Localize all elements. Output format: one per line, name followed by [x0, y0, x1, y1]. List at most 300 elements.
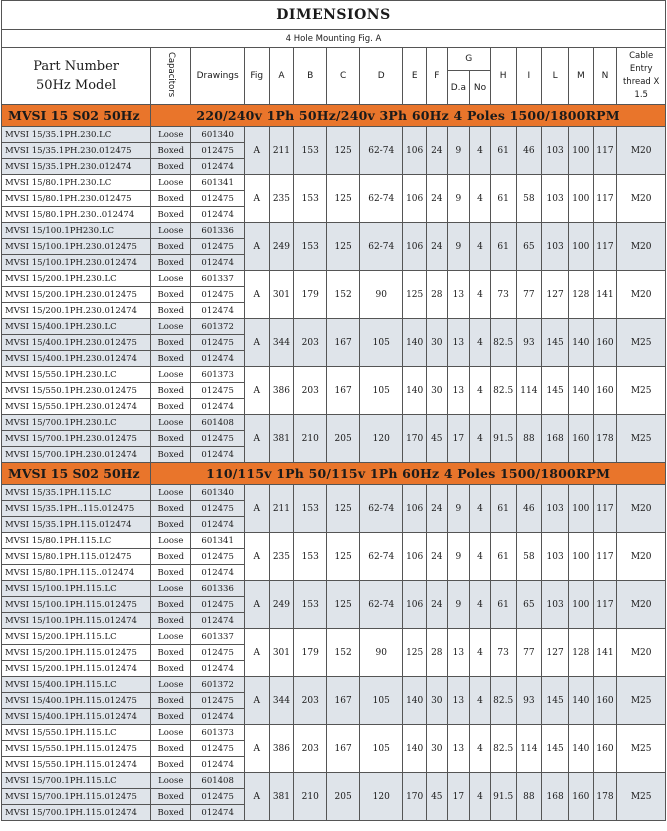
fig-cell: A	[244, 319, 269, 367]
section-header	[2, 463, 666, 485]
dim-m-cell: 100	[568, 533, 593, 581]
dim-c-cell: 152	[327, 629, 360, 677]
g-no-cell: 4	[470, 533, 491, 581]
capacitor-cell: Loose	[151, 677, 191, 693]
drawing-cell: 012474	[191, 613, 245, 629]
dim-h-cell: 61	[490, 127, 516, 175]
g-no-cell: 4	[470, 127, 491, 175]
part-number-cell: MVSI 15/550.1PH.230.012475	[2, 383, 151, 399]
capacitor-cell: Boxed	[151, 191, 191, 207]
header-drawings: Drawings	[191, 48, 245, 105]
dim-d-cell: 105	[360, 725, 403, 773]
g-no-cell: 4	[470, 629, 491, 677]
dim-m-cell: 100	[568, 485, 593, 533]
section-model: MVSI 15 S02 50Hz	[2, 463, 151, 485]
dim-l-cell: 103	[542, 485, 569, 533]
table-row	[2, 773, 666, 789]
dim-n-cell: 160	[593, 367, 617, 415]
dim-f-cell: 28	[427, 271, 448, 319]
dim-d-cell: 120	[360, 773, 403, 821]
part-number-cell: MVSI 15/200.1PH.230.012474	[2, 303, 151, 319]
cable-entry-cell: M25	[617, 415, 666, 463]
part-number-cell: MVSI 15/200.1PH.115.012474	[2, 661, 151, 677]
g-no-cell: 4	[470, 415, 491, 463]
dim-i-cell: 77	[516, 271, 542, 319]
capacitor-cell: Boxed	[151, 517, 191, 533]
g-da-cell: 13	[447, 319, 470, 367]
table-row	[2, 319, 666, 335]
capacitor-cell: Boxed	[151, 613, 191, 629]
dim-a-cell: 301	[269, 629, 294, 677]
dim-i-cell: 114	[516, 367, 542, 415]
page-title: DIMENSIONS	[2, 1, 666, 30]
dim-f-cell: 45	[427, 415, 448, 463]
table-row	[2, 725, 666, 741]
dim-f-cell: 30	[427, 319, 448, 367]
header-e: E	[403, 48, 427, 105]
part-number-cell: MVSI 15/80.1PH.115.012475	[2, 549, 151, 565]
dim-n-cell: 141	[593, 271, 617, 319]
g-da-cell: 13	[447, 271, 470, 319]
drawing-cell: 012475	[191, 431, 245, 447]
capacitor-cell: Boxed	[151, 741, 191, 757]
part-number-cell: MVSI 15/35.1PH.115.012474	[2, 517, 151, 533]
capacitor-cell: Boxed	[151, 549, 191, 565]
page-subtitle: 4 Hole Mounting Fig. A	[2, 30, 666, 48]
header-h: H	[490, 48, 516, 105]
dim-m-cell: 160	[568, 415, 593, 463]
drawing-cell: 012474	[191, 255, 245, 271]
part-number-cell: MVSI 15/550.1PH.115.LC	[2, 725, 151, 741]
capacitor-cell: Boxed	[151, 351, 191, 367]
dim-m-cell: 100	[568, 175, 593, 223]
dim-b-cell: 153	[294, 533, 327, 581]
dim-a-cell: 235	[269, 175, 294, 223]
table-row	[2, 367, 666, 383]
drawing-cell: 012474	[191, 159, 245, 175]
dim-e-cell: 140	[403, 677, 427, 725]
capacitor-cell: Loose	[151, 581, 191, 597]
dim-n-cell: 160	[593, 677, 617, 725]
dim-a-cell: 381	[269, 773, 294, 821]
capacitor-cell: Boxed	[151, 159, 191, 175]
drawing-cell: 012475	[191, 549, 245, 565]
dim-b-cell: 153	[294, 485, 327, 533]
dim-i-cell: 58	[516, 175, 542, 223]
drawing-cell: 012475	[191, 741, 245, 757]
dim-d-cell: 105	[360, 677, 403, 725]
dim-n-cell: 117	[593, 581, 617, 629]
header-b: B	[294, 48, 327, 105]
capacitor-cell: Loose	[151, 175, 191, 191]
dim-l-cell: 103	[542, 127, 569, 175]
dim-h-cell: 61	[490, 533, 516, 581]
dim-b-cell: 153	[294, 581, 327, 629]
dim-e-cell: 106	[403, 581, 427, 629]
dim-c-cell: 167	[327, 319, 360, 367]
drawing-cell: 012475	[191, 789, 245, 805]
part-number-cell: MVSI 15/200.1PH.230.012475	[2, 287, 151, 303]
dim-c-cell: 152	[327, 271, 360, 319]
capacitor-cell: Boxed	[151, 335, 191, 351]
header-i: I	[516, 48, 542, 105]
table-row	[2, 629, 666, 645]
dim-n-cell: 160	[593, 319, 617, 367]
drawing-cell: 601408	[191, 773, 245, 789]
dim-i-cell: 46	[516, 485, 542, 533]
header-f: F	[427, 48, 448, 105]
dim-d-cell: 120	[360, 415, 403, 463]
dim-i-cell: 58	[516, 533, 542, 581]
capacitor-cell: Loose	[151, 223, 191, 239]
header-l: L	[542, 48, 569, 105]
table-row	[2, 581, 666, 597]
dim-l-cell: 103	[542, 175, 569, 223]
capacitor-cell: Boxed	[151, 565, 191, 581]
dim-b-cell: 203	[294, 677, 327, 725]
dim-d-cell: 62-74	[360, 127, 403, 175]
dim-a-cell: 235	[269, 533, 294, 581]
capacitor-cell: Boxed	[151, 789, 191, 805]
dim-c-cell: 125	[327, 533, 360, 581]
drawing-cell: 601340	[191, 127, 245, 143]
dim-m-cell: 140	[568, 367, 593, 415]
part-number-cell: MVSI 15/80.1PH.115..012474	[2, 565, 151, 581]
drawing-cell: 012474	[191, 805, 245, 821]
fig-cell: A	[244, 127, 269, 175]
dim-m-cell: 140	[568, 725, 593, 773]
dim-n-cell: 117	[593, 533, 617, 581]
drawing-cell: 012474	[191, 399, 245, 415]
drawing-cell: 601372	[191, 319, 245, 335]
part-number-cell: MVSI 15/550.1PH.115.012474	[2, 757, 151, 773]
capacitor-cell: Boxed	[151, 645, 191, 661]
fig-cell: A	[244, 725, 269, 773]
dim-h-cell: 61	[490, 175, 516, 223]
part-number-cell: MVSI 15/35.1PH.230.012475	[2, 143, 151, 159]
g-da-cell: 9	[447, 223, 470, 271]
dim-n-cell: 178	[593, 415, 617, 463]
drawing-cell: 012474	[191, 517, 245, 533]
dim-a-cell: 344	[269, 319, 294, 367]
dim-h-cell: 82.5	[490, 367, 516, 415]
header-a: A	[269, 48, 294, 105]
capacitor-cell: Boxed	[151, 143, 191, 159]
capacitor-cell: Boxed	[151, 757, 191, 773]
dim-l-cell: 103	[542, 223, 569, 271]
dim-h-cell: 91.5	[490, 415, 516, 463]
dim-d-cell: 105	[360, 367, 403, 415]
dim-l-cell: 168	[542, 773, 569, 821]
cable-entry-cell: M25	[617, 725, 666, 773]
part-number-cell: MVSI 15/100.1PH.230.012474	[2, 255, 151, 271]
part-number-cell: MVSI 15/400.1PH.115.LC	[2, 677, 151, 693]
capacitor-cell: Boxed	[151, 303, 191, 319]
dim-d-cell: 90	[360, 629, 403, 677]
cable-entry-cell: M20	[617, 485, 666, 533]
dim-h-cell: 82.5	[490, 725, 516, 773]
header-capacitors	[151, 48, 191, 105]
dim-a-cell: 344	[269, 677, 294, 725]
dim-h-cell: 61	[490, 485, 516, 533]
drawing-cell: 012474	[191, 351, 245, 367]
capacitor-cell: Loose	[151, 367, 191, 383]
header-capacitors-label: Capacitors	[165, 51, 176, 98]
g-no-cell: 4	[470, 319, 491, 367]
dim-n-cell: 117	[593, 485, 617, 533]
dim-f-cell: 45	[427, 773, 448, 821]
drawing-cell: 012475	[191, 645, 245, 661]
cable-entry-cell: M25	[617, 773, 666, 821]
drawing-cell: 012475	[191, 143, 245, 159]
part-number-cell: MVSI 15/200.1PH.115.012475	[2, 645, 151, 661]
dim-c-cell: 167	[327, 367, 360, 415]
dim-f-cell: 30	[427, 367, 448, 415]
dim-n-cell: 160	[593, 725, 617, 773]
dim-i-cell: 77	[516, 629, 542, 677]
capacitor-cell: Boxed	[151, 709, 191, 725]
dim-h-cell: 82.5	[490, 319, 516, 367]
dim-b-cell: 210	[294, 415, 327, 463]
dim-b-cell: 179	[294, 629, 327, 677]
dim-i-cell: 93	[516, 677, 542, 725]
dim-l-cell: 127	[542, 629, 569, 677]
dim-f-cell: 28	[427, 629, 448, 677]
dim-m-cell: 100	[568, 127, 593, 175]
g-da-cell: 13	[447, 629, 470, 677]
dim-e-cell: 106	[403, 533, 427, 581]
drawing-cell: 012474	[191, 565, 245, 581]
dim-l-cell: 103	[542, 581, 569, 629]
fig-cell: A	[244, 223, 269, 271]
dim-e-cell: 170	[403, 773, 427, 821]
table-row	[2, 175, 666, 191]
capacitor-cell: Loose	[151, 629, 191, 645]
dim-b-cell: 153	[294, 127, 327, 175]
drawing-cell: 601337	[191, 271, 245, 287]
g-da-cell: 13	[447, 367, 470, 415]
dim-l-cell: 145	[542, 367, 569, 415]
header-fig: Fig	[244, 48, 269, 105]
drawing-cell: 012474	[191, 303, 245, 319]
fig-cell: A	[244, 629, 269, 677]
part-number-cell: MVSI 15/80.1PH.115.LC	[2, 533, 151, 549]
fig-cell: A	[244, 581, 269, 629]
drawing-cell: 601341	[191, 175, 245, 191]
drawing-cell: 012475	[191, 501, 245, 517]
dim-e-cell: 106	[403, 175, 427, 223]
header-cable-entry: Cable Entry thread X 1.5	[617, 48, 666, 105]
g-no-cell: 4	[470, 271, 491, 319]
g-da-cell: 9	[447, 485, 470, 533]
table-row	[2, 485, 666, 501]
g-da-cell: 17	[447, 773, 470, 821]
dim-i-cell: 46	[516, 127, 542, 175]
fig-cell: A	[244, 271, 269, 319]
dim-b-cell: 203	[294, 319, 327, 367]
dim-l-cell: 103	[542, 533, 569, 581]
g-da-cell: 9	[447, 175, 470, 223]
dim-i-cell: 65	[516, 223, 542, 271]
fig-cell: A	[244, 773, 269, 821]
dim-i-cell: 88	[516, 773, 542, 821]
table-row	[2, 677, 666, 693]
part-number-cell: MVSI 15/80.1PH.230.LC	[2, 175, 151, 191]
dim-c-cell: 125	[327, 223, 360, 271]
dim-e-cell: 140	[403, 725, 427, 773]
capacitor-cell: Loose	[151, 533, 191, 549]
dim-c-cell: 125	[327, 485, 360, 533]
drawing-cell: 601408	[191, 415, 245, 431]
part-number-cell: MVSI 15/700.1PH.115.LC	[2, 773, 151, 789]
cable-entry-cell: M20	[617, 271, 666, 319]
dim-m-cell: 100	[568, 581, 593, 629]
dim-d-cell: 105	[360, 319, 403, 367]
drawing-cell: 601340	[191, 485, 245, 501]
dim-d-cell: 62-74	[360, 581, 403, 629]
dim-d-cell: 62-74	[360, 223, 403, 271]
part-number-cell: MVSI 15/100.1PH230.LC	[2, 223, 151, 239]
drawing-cell: 012475	[191, 335, 245, 351]
dim-b-cell: 203	[294, 725, 327, 773]
dim-m-cell: 128	[568, 629, 593, 677]
dim-f-cell: 24	[427, 485, 448, 533]
table-row	[2, 223, 666, 239]
part-number-cell: MVSI 15/100.1PH.115.012475	[2, 597, 151, 613]
dim-m-cell: 160	[568, 773, 593, 821]
part-number-cell: MVSI 15/100.1PH.115.012474	[2, 613, 151, 629]
dim-a-cell: 301	[269, 271, 294, 319]
part-number-cell: MVSI 15/100.1PH.230.012475	[2, 239, 151, 255]
header-d: D	[360, 48, 403, 105]
drawing-cell: 012474	[191, 709, 245, 725]
dim-c-cell: 205	[327, 773, 360, 821]
part-number-cell: MVSI 15/400.1PH.115.012474	[2, 709, 151, 725]
part-number-cell: MVSI 15/400.1PH.230.012474	[2, 351, 151, 367]
section-description: 220/240v 1Ph 50Hz/240v 3Ph 60Hz 4 Poles 1500/1800RPM	[151, 105, 666, 127]
drawing-cell: 601336	[191, 581, 245, 597]
g-da-cell: 13	[447, 677, 470, 725]
dim-a-cell: 381	[269, 415, 294, 463]
capacitor-cell: Boxed	[151, 805, 191, 821]
dim-c-cell: 167	[327, 677, 360, 725]
g-no-cell: 4	[470, 367, 491, 415]
dim-i-cell: 93	[516, 319, 542, 367]
part-number-cell: MVSI 15/80.1PH.230..012474	[2, 207, 151, 223]
part-number-cell: MVSI 15/550.1PH.115.012475	[2, 741, 151, 757]
part-number-cell: MVSI 15/200.1PH.115.LC	[2, 629, 151, 645]
part-number-cell: MVSI 15/700.1PH.115.012474	[2, 805, 151, 821]
section-header	[2, 105, 666, 127]
cable-entry-cell: M20	[617, 581, 666, 629]
part-number-cell: MVSI 15/700.1PH.230.LC	[2, 415, 151, 431]
dim-n-cell: 141	[593, 629, 617, 677]
dim-a-cell: 386	[269, 367, 294, 415]
part-number-cell: MVSI 15/400.1PH.230.012475	[2, 335, 151, 351]
capacitor-cell: Boxed	[151, 287, 191, 303]
capacitor-cell: Loose	[151, 415, 191, 431]
part-number-cell: MVSI 15/400.1PH.230.LC	[2, 319, 151, 335]
g-no-cell: 4	[470, 725, 491, 773]
header-part-number: Part Number 50Hz Model	[2, 48, 151, 105]
drawing-cell: 012475	[191, 191, 245, 207]
part-number-cell: MVSI 15/700.1PH.230.012475	[2, 431, 151, 447]
cable-entry-cell: M20	[617, 629, 666, 677]
part-number-cell: MVSI 15/700.1PH.115.012475	[2, 789, 151, 805]
dim-m-cell: 140	[568, 319, 593, 367]
cable-entry-cell: M20	[617, 127, 666, 175]
dim-a-cell: 211	[269, 485, 294, 533]
dim-i-cell: 114	[516, 725, 542, 773]
cable-entry-cell: M25	[617, 677, 666, 725]
header-n: N	[593, 48, 617, 105]
part-number-cell: MVSI 15/100.1PH.115.LC	[2, 581, 151, 597]
dim-f-cell: 30	[427, 677, 448, 725]
fig-cell: A	[244, 175, 269, 223]
dim-n-cell: 117	[593, 175, 617, 223]
dim-e-cell: 106	[403, 485, 427, 533]
drawing-cell: 601373	[191, 367, 245, 383]
capacitor-cell: Boxed	[151, 501, 191, 517]
dim-l-cell: 145	[542, 725, 569, 773]
dim-c-cell: 167	[327, 725, 360, 773]
drawing-cell: 601373	[191, 725, 245, 741]
fig-cell: A	[244, 677, 269, 725]
drawing-cell: 601336	[191, 223, 245, 239]
dimensions-table	[1, 0, 666, 821]
dim-b-cell: 179	[294, 271, 327, 319]
dim-b-cell: 153	[294, 223, 327, 271]
dim-h-cell: 73	[490, 271, 516, 319]
dim-l-cell: 145	[542, 319, 569, 367]
dim-h-cell: 73	[490, 629, 516, 677]
cable-entry-cell: M25	[617, 319, 666, 367]
dim-n-cell: 117	[593, 223, 617, 271]
header-g-da: D.a	[447, 71, 470, 105]
dim-a-cell: 211	[269, 127, 294, 175]
dim-m-cell: 100	[568, 223, 593, 271]
dim-l-cell: 127	[542, 271, 569, 319]
dim-e-cell: 106	[403, 223, 427, 271]
fig-cell: A	[244, 485, 269, 533]
dim-h-cell: 91.5	[490, 773, 516, 821]
drawing-cell: 601337	[191, 629, 245, 645]
capacitor-cell: Loose	[151, 319, 191, 335]
g-da-cell: 13	[447, 725, 470, 773]
dim-b-cell: 203	[294, 367, 327, 415]
drawing-cell: 012474	[191, 661, 245, 677]
g-no-cell: 4	[470, 175, 491, 223]
part-number-cell: MVSI 15/550.1PH.230.LC	[2, 367, 151, 383]
dim-l-cell: 168	[542, 415, 569, 463]
dim-b-cell: 210	[294, 773, 327, 821]
capacitor-cell: Boxed	[151, 399, 191, 415]
part-number-cell: MVSI 15/35.1PH.115.LC	[2, 485, 151, 501]
part-number-cell: MVSI 15/550.1PH.230.012474	[2, 399, 151, 415]
g-da-cell: 9	[447, 581, 470, 629]
capacitor-cell: Loose	[151, 127, 191, 143]
g-no-cell: 4	[470, 773, 491, 821]
dim-a-cell: 249	[269, 581, 294, 629]
drawing-cell: 012475	[191, 287, 245, 303]
drawing-cell: 012475	[191, 693, 245, 709]
drawing-cell: 601372	[191, 677, 245, 693]
dim-d-cell: 62-74	[360, 485, 403, 533]
cable-entry-cell: M25	[617, 367, 666, 415]
drawing-cell: 012475	[191, 597, 245, 613]
g-no-cell: 4	[470, 581, 491, 629]
capacitor-cell: Boxed	[151, 597, 191, 613]
